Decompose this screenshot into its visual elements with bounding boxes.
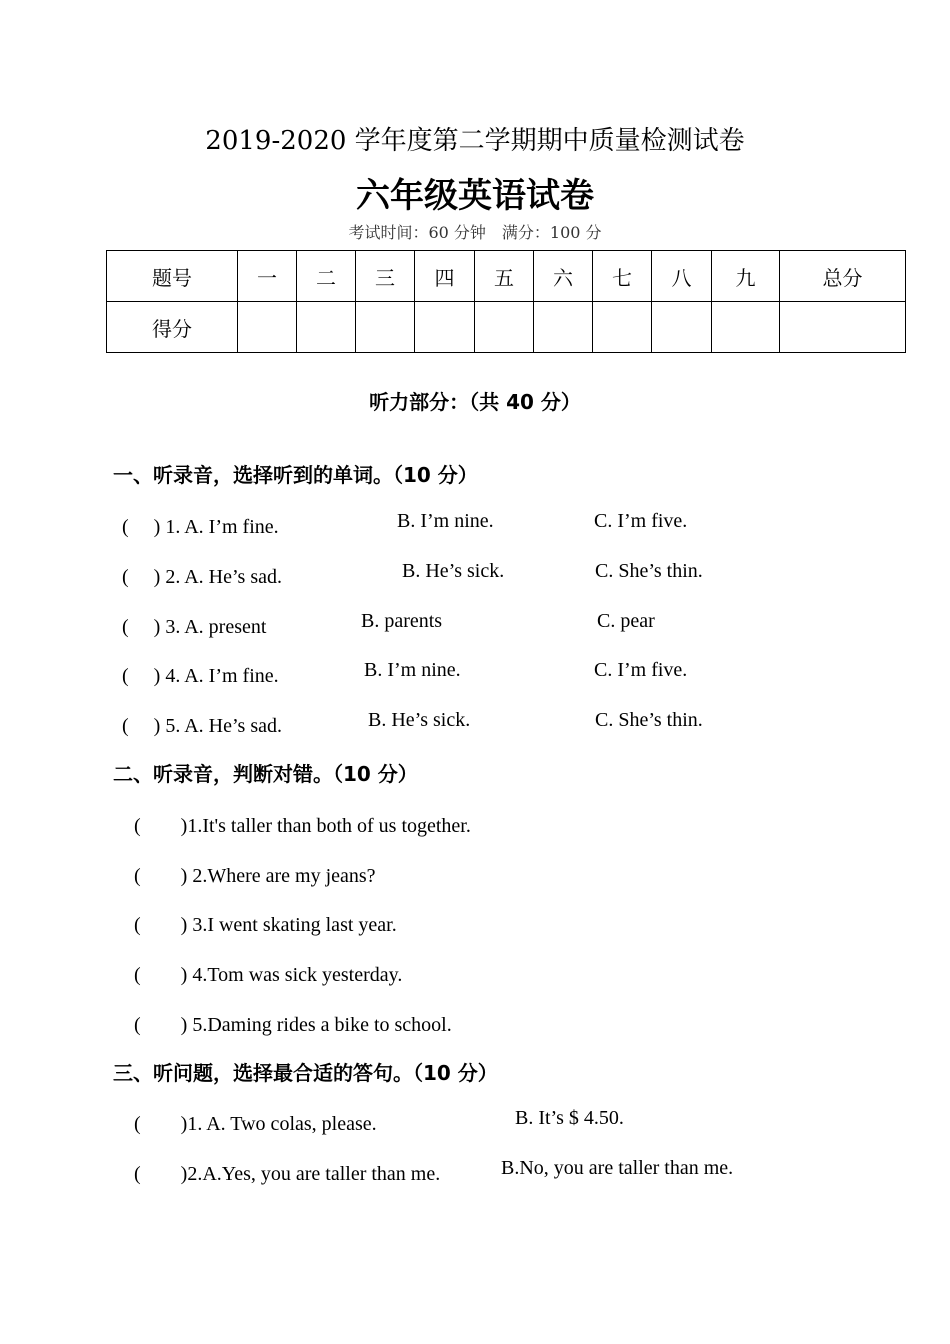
table-cell: 四 bbox=[415, 251, 475, 302]
question-5-option-c: C. She’s thin. bbox=[595, 709, 703, 731]
table-cell: 六 bbox=[534, 251, 593, 302]
part1-title: 一、听录音，选择听到的单词。（10 分） bbox=[113, 463, 478, 487]
question-3-option-c: C. pear bbox=[597, 610, 655, 632]
table-cell: 九 bbox=[712, 251, 780, 302]
table-cell: 七 bbox=[593, 251, 652, 302]
question-4-option-b: B. I’m nine. bbox=[364, 659, 461, 681]
question-2-option-b: B. He’s sick. bbox=[402, 560, 505, 582]
judge-item-1: ( )1.It's taller than both of us together. bbox=[134, 815, 471, 837]
score-cell[interactable] bbox=[780, 302, 906, 353]
score-table-header-row bbox=[107, 251, 906, 302]
score-cell[interactable] bbox=[652, 302, 712, 353]
question-3-option-b: B. parents bbox=[361, 610, 443, 632]
answer-item-2-option-b: B.No, you are taller than me. bbox=[501, 1157, 734, 1179]
score-cell[interactable] bbox=[534, 302, 593, 353]
exam-info: 考试时间：60 分钟 满分：100 分 bbox=[348, 223, 602, 242]
exam-title: 2019-2020 学年度第二学期期中质量检测试卷 bbox=[205, 126, 745, 156]
question-5-option-a: ( ) 5. A. He’s sad. bbox=[122, 715, 282, 737]
table-cell: 三 bbox=[356, 251, 415, 302]
score-cell[interactable] bbox=[415, 302, 475, 353]
question-4-option-c: C. I’m five. bbox=[594, 659, 688, 681]
exam-subject-title: 六年级英语试卷 bbox=[356, 176, 594, 216]
question-1-option-c: C. I’m five. bbox=[594, 510, 688, 532]
part3-title: 三、听问题，选择最合适的答句。（10 分） bbox=[113, 1061, 498, 1085]
question-5-option-b: B. He’s sick. bbox=[368, 709, 471, 731]
table-cell: 一 bbox=[238, 251, 297, 302]
table-cell: 得分 bbox=[107, 302, 238, 353]
score-table-score-row bbox=[107, 302, 906, 353]
score-cell[interactable] bbox=[356, 302, 415, 353]
judge-item-5: ( ) 5.Daming rides a bike to school. bbox=[134, 1014, 452, 1036]
score-cell[interactable] bbox=[475, 302, 534, 353]
judge-item-2: ( ) 2.Where are my jeans? bbox=[134, 865, 376, 887]
score-cell[interactable] bbox=[297, 302, 356, 353]
table-cell: 总分 bbox=[780, 251, 906, 302]
judge-item-3: ( ) 3.I went skating last year. bbox=[134, 914, 397, 936]
question-4-option-a: ( ) 4. A. I’m fine. bbox=[122, 665, 279, 687]
score-cell[interactable] bbox=[712, 302, 780, 353]
question-2-option-c: C. She’s thin. bbox=[595, 560, 703, 582]
question-1-option-b: B. I’m nine. bbox=[397, 510, 494, 532]
table-cell: 八 bbox=[652, 251, 712, 302]
table-cell: 二 bbox=[297, 251, 356, 302]
listening-section-title: 听力部分：（共 40 分） bbox=[369, 390, 581, 414]
answer-item-1-option-a: ( )1. A. Two colas, please. bbox=[134, 1113, 377, 1135]
score-cell[interactable] bbox=[238, 302, 297, 353]
table-cell: 五 bbox=[475, 251, 534, 302]
table-cell: 题号 bbox=[107, 251, 238, 302]
judge-item-4: ( ) 4.Tom was sick yesterday. bbox=[134, 964, 403, 986]
part2-title: 二、听录音，判断对错。（10 分） bbox=[113, 762, 418, 786]
question-3-option-a: ( ) 3. A. present bbox=[122, 616, 267, 638]
question-1-option-a: ( ) 1. A. I’m fine. bbox=[122, 516, 279, 538]
score-table bbox=[106, 250, 906, 353]
answer-item-1-option-b: B. It’s $ 4.50. bbox=[515, 1107, 624, 1129]
score-cell[interactable] bbox=[593, 302, 652, 353]
question-2-option-a: ( ) 2. A. He’s sad. bbox=[122, 566, 282, 588]
answer-item-2-option-a: ( )2.A.Yes, you are taller than me. bbox=[134, 1163, 441, 1185]
